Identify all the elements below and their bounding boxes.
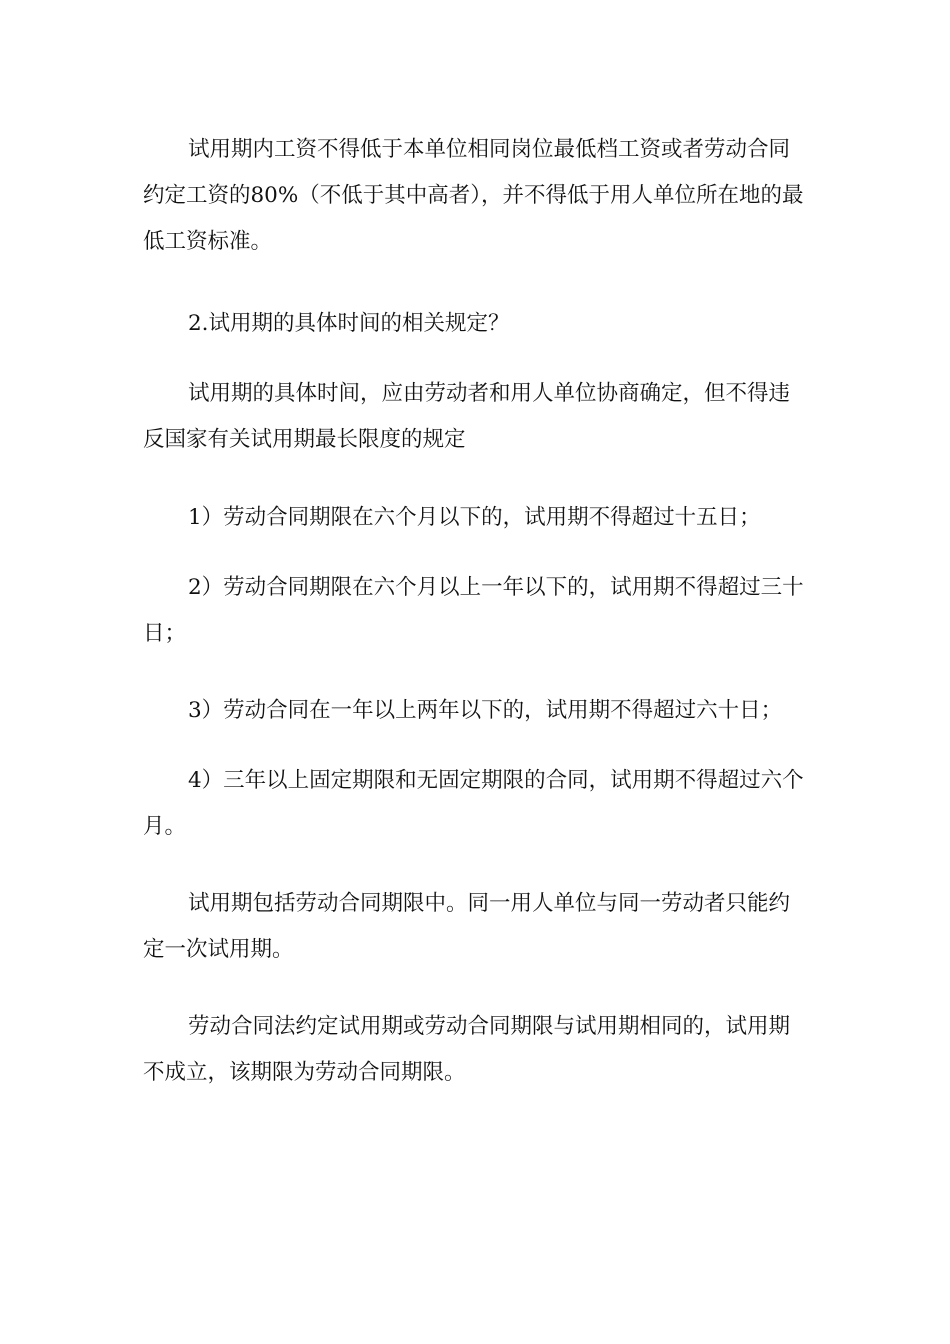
paragraph-probation-invalid: 劳动合同法约定试用期或劳动合同期限与试用期相同的，试用期不成立，该期限为劳动合同期限。: [143, 1014, 791, 1085]
list-item-1: 1）劳动合同期限在六个月以下的，试用期不得超过十五日；: [188, 505, 761, 530]
paragraph-duration-negotiation: 试用期的具体时间，应由劳动者和用人单位协商确定，但不得违反国家有关试用期最长限度的规定: [143, 381, 791, 452]
list-item-3: 3）劳动合同在一年以上两年以下的，试用期不得超过六十日；: [188, 698, 783, 723]
paragraph-probation-included: 试用期包括劳动合同期限中。同一用人单位与同一劳动者只能约定一次试用期。: [143, 891, 791, 962]
paragraph-probation-wage: 试用期内工资不得低于本单位相同岗位最低档工资或者劳动合同约定工资的80%（不低于其中高者），并不得低于用人单位所在地的最低工资标准。: [143, 137, 804, 254]
list-item-4: 4）三年以上固定期限和无固定期限的合同，试用期不得超过六个月。: [143, 768, 804, 839]
paragraph-heading-probation-duration: 2.试用期的具体时间的相关规定？: [188, 311, 510, 336]
list-item-2: 2）劳动合同期限在六个月以上一年以下的，试用期不得超过三十日；: [143, 575, 804, 646]
